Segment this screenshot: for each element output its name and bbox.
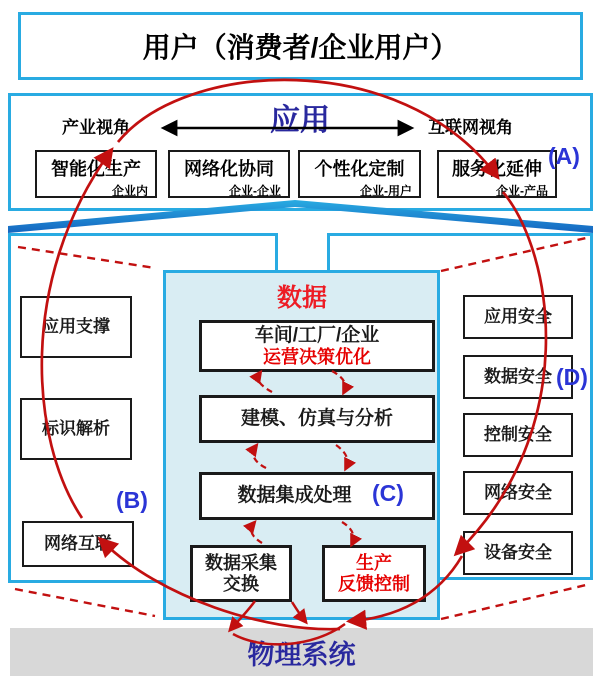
user-layer-title: 用户（消费者/企业用户）: [142, 32, 459, 63]
internet-view-label: 互联网视角: [428, 118, 513, 137]
modeling-simulation-label: 建模、仿真与分析: [240, 408, 393, 430]
app-box-network-collaboration: [168, 150, 290, 198]
security-item-label: 数据安全: [484, 367, 552, 387]
label-D: (D): [556, 364, 588, 390]
workshop-factory-enterprise-label: 车间/工厂/企业: [254, 324, 380, 346]
app-box-scope: 企业内: [111, 184, 148, 198]
dashed-line-bottom-right: [441, 585, 586, 619]
network-item-label: 网络互联: [44, 534, 112, 554]
security-item-network: [463, 471, 573, 515]
app-box-service-extension: [437, 150, 557, 198]
app-box-personal-customization: [298, 150, 421, 198]
data-box-operation-decision: [199, 320, 435, 372]
app-box-scope: 企业-企业: [229, 184, 281, 198]
security-item-label: 设备安全: [484, 543, 552, 563]
security-item-label: 应用安全: [484, 307, 552, 327]
application-layer-title: 应用: [270, 104, 330, 137]
physical-system-bar: [10, 628, 593, 676]
data-layer-title: 数据: [276, 284, 327, 312]
network-item-interconnection: [22, 521, 134, 567]
security-item-label: 控制安全: [484, 425, 552, 445]
data-box-modeling-simulation: [199, 395, 435, 443]
data-exchange-label: 交换: [223, 573, 259, 594]
security-item-application: [463, 295, 573, 339]
label-B: (B): [116, 487, 148, 513]
network-item-identifier-resolution: [20, 398, 132, 460]
app-box-smart-production: [35, 150, 157, 198]
data-box-production-feedback: [322, 545, 426, 602]
security-item-label: 网络安全: [484, 483, 552, 503]
industry-view-label: 产业视角: [62, 118, 130, 137]
production-label: 生产: [356, 552, 392, 573]
dashed-line-bottom-left: [15, 589, 155, 616]
network-item-label: 标识解析: [42, 419, 110, 439]
app-box-scope: 企业-用户: [360, 184, 412, 198]
app-box-scope: 企业-产品: [496, 184, 548, 198]
operation-decision-optimization-label: 运营决策优化: [263, 346, 371, 367]
app-box-title: 服务化延伸: [452, 159, 542, 179]
app-box-title: 个性化定制: [314, 159, 405, 179]
network-item-app-support: [20, 296, 132, 358]
label-A: (A): [548, 143, 580, 169]
physical-system-title: 物理系统: [247, 639, 356, 670]
data-integration-label: 数据集成处理: [237, 485, 352, 507]
label-C: (C): [372, 480, 404, 506]
network-item-label: 应用支撑: [42, 317, 110, 337]
app-box-title: 智能化生产: [51, 159, 141, 179]
data-collection-label: 数据采集: [205, 552, 277, 573]
user-layer-box: [18, 12, 583, 80]
app-box-title: 网络化协同: [184, 159, 274, 179]
feedback-control-label: 反馈控制: [338, 573, 410, 594]
data-box-collection-exchange: [190, 545, 292, 602]
security-item-control: [463, 413, 573, 457]
security-item-device: [463, 531, 573, 575]
